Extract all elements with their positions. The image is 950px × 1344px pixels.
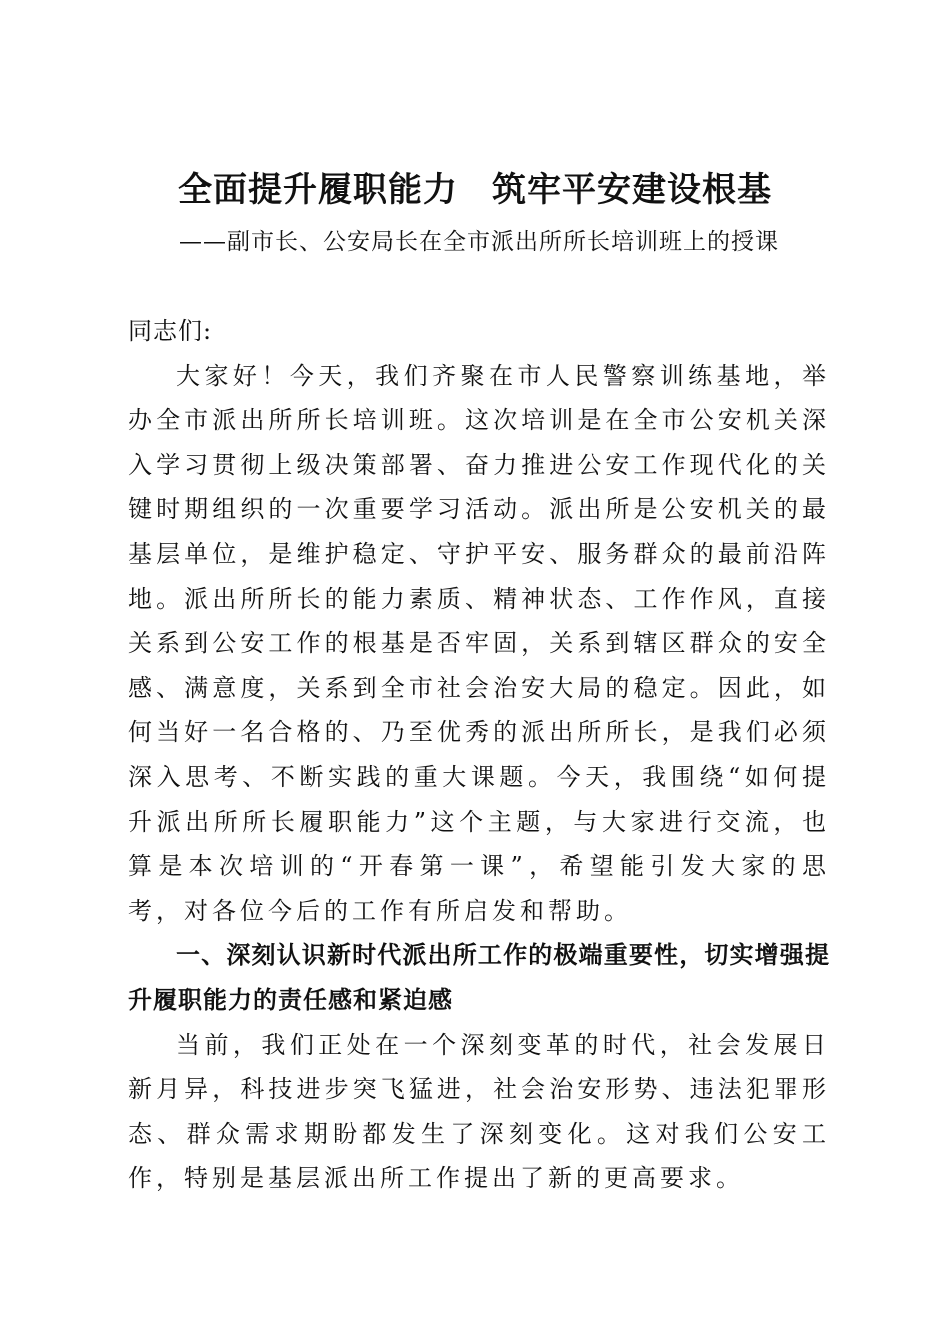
section-heading: 一、深刻认识新时代派出所工作的极端重要性，切实增强提升履职能力的责任感和紧迫感 [128,941,830,1014]
document-subtitle: ——副市长、公安局长在全市派出所所长培训班上的授课 [179,229,779,255]
section-paragraph: 当前，我们正处在一个深刻变革的时代，社会发展日新月异，科技进步突飞猛进，社会治安形势、违法犯罪形态、群众需求期盼都发生了深刻变化。这对我们公安工作，特别是基层派出所工作提出了新的更高要求。 [128,1030,830,1193]
title-part-1: 全面提升履职能力 [178,170,458,210]
intro-paragraph: 大家好！今天，我们齐聚在市人民警察训练基地，举办全市派出所所长培训班。这次培训是在全市公安机关深入学习贯彻上级决策部署、奋力推进公安工作现代化的关键时期组织的一次重要学习活动。派出所是公安机关的最基层单位，是维护稳定、守护平安、服务群众的最前沿阵地。派出所所长的能力素质、精神状态、工作作风，直接关系到公安工作的根基是否牢固，关系到辖区群众的安全感、满意度，关系到全市社会治安大局的稳定。因此，如何当好一名合格的、乃至优秀的派出所所长，是我们必须深入思考、不断实践的重大课题。今天，我围绕“如何提升派出所所长履职能力”这个主题，与大家进行交流，也算是本次培训的“开春第一课”，希望能引发大家的思考，对各位今后的工作有所启发和帮助。 [128,361,830,925]
salutation: 同志们: [128,317,213,345]
document-title [0,166,950,214]
document-body [128,309,830,1201]
title-part-2: 筑牢平安建设根基 [492,170,772,210]
